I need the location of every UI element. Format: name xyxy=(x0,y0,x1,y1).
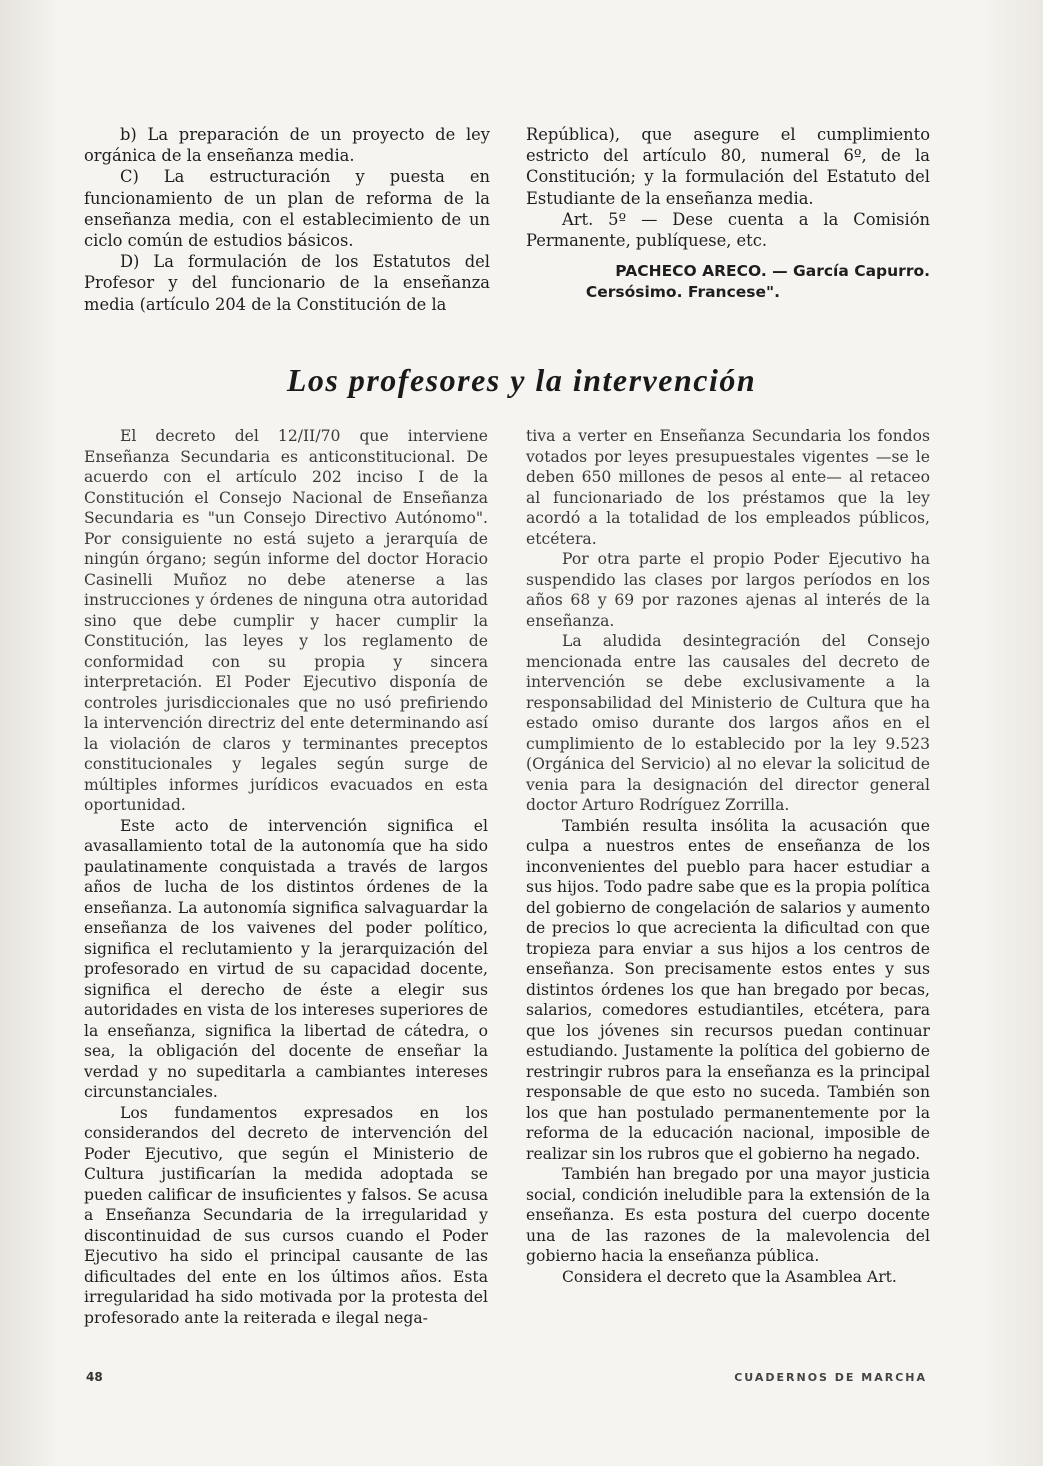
signature-line-1: PACHECO ARECO. — García Capurro. xyxy=(615,262,930,281)
article-paragraph: El decreto del 12/II/70 que interviene Enseñanza Secundaria es anticonstitucional. De acuerdo con el artículo 202 inciso I de la Constitución el Consejo Nacional de Enseñanza Secundaria es "un Consejo Directivo Autónomo". Por consiguiente no está sujeto a jerarquía de ningún órgano; según informe del doctor Horacio Casinelli Muñoz no debe atenerse a las instrucciones y órdenes de ninguna otra autoridad sino que debe cumplir y hacer cumplir la Constitución, las leyes y los reglamento de conformidad con su propia y sincera interpretación. El Poder Ejecutivo disponía de controles jurisdiccionales que no usó prefiriendo la intervención directriz del ente determinando así la violación de claros y terminantes preceptos constitucionales y legales según surge de múltiples informes jurídicos evacuados en esta oportunidad. xyxy=(84,427,488,814)
article-paragraph: Considera el decreto que la Asamblea Art. xyxy=(562,1267,897,1286)
signature-line-2: Cersósimo. Francese". xyxy=(585,283,780,302)
article-paragraph: Por otra parte el propio Poder Ejecutivo ha suspendido las clases por largos períodos en los años 68 y 69 por razones ajenas al interés de la enseñanza. xyxy=(526,550,930,630)
article-left-column xyxy=(84,426,488,1328)
article-paragraph: También han bregado por una mayor justicia social, condición ineludible para la extensión de la enseñanza. Es esta postura del cuerpo docente una de las razones de la malevolencia del gobierno hacia la enseñanza pública. xyxy=(526,1165,930,1265)
article-paragraph: Este acto de intervención significa el avasallamiento total de la autonomía que ha sido paulatinamente conquistada a través de largos años de lucha de los distintos órdenes de la enseñanza. La autonomía significa salvaguardar la enseñanza de los vaivenes del poder político, significa el reclutamiento y la jerarquización del profesorado en virtud de su capacidad docente, significa el derecho de éste a elegir sus autoridades en vista de los intereses superiores de la enseñanza, significa la libertad de cátedra, o sea, la obligación del docente de enseñar la verdad y no supeditarla a cambiantes intereses circunstanciales. xyxy=(84,816,488,1101)
paragraph-item-d: D) La formulación de los Estatutos del Profesor y del funcionario de la enseñanza media (artículo 204 de la Constitución de la xyxy=(84,252,490,314)
article-title: Los profesores y la intervención xyxy=(286,362,757,398)
article-paragraph: La aludida desintegración del Consejo mencionada entre las causales del decreto de intervención se debe exclusivamente a la responsabilidad del Ministerio de Cultura que ha estado omiso durante dos largos años en el cumplimiento de lo establecido por la ley 9.523 (Orgánica del Servicio) al no elevar la solicitud de venia para la designación del director general doctor Arturo Rodríguez Zorrilla. xyxy=(526,632,930,814)
article-paragraph: Los fundamentos expresados en los considerandos del decreto de intervención del Poder Ejecutivo, que según el Ministerio de Cultura justificarían la medida adoptada se pueden calificar de insuficientes y falsos. Se acusa a Enseñanza Secundaria de la irregularidad y discontinuidad de sus cursos cuando el Poder Ejecutivo ha sido el principal causante de las dificultades del ente en los últimos años. Esta irregularidad ha sido motivada por la protesta del profesorado ante la reiterada e ilegal nega- xyxy=(84,1103,488,1327)
article-paragraph: tiva a verter en Enseñanza Secundaria los fondos votados por leyes presupuestales vigentes —se le deben 650 millones de pesos al ente— al retaceo al funcionariado de los préstamos que la ley acordó a la totalidad de los empleados públicos, etcétera. xyxy=(526,427,930,548)
paragraph-article-5: Art. 5º — Dese cuenta a la Comisión Permanente, publíquese, etc. xyxy=(526,209,930,251)
paragraph-item-b: b) La preparación de un proyecto de ley orgánica de la enseñanza media. xyxy=(84,125,490,166)
magazine-name: CUADERNOS DE MARCHA xyxy=(734,1371,927,1384)
top-right-column xyxy=(526,124,930,304)
article-right-column xyxy=(526,426,930,1287)
page-number: 48 xyxy=(86,1370,103,1384)
paragraph-continuation: República), que asegure el cumplimiento estricto del artículo 80, numeral 6º, de la Constitución; y la formulación del Estatuto del Estudiante de la enseñanza media. xyxy=(526,125,930,208)
top-left-column xyxy=(84,124,490,315)
paragraph-item-c: C) La estructuración y puesta en funcionamiento de un plan de reforma de la enseñanza media, con el establecimiento de un ciclo común de estudios básicos. xyxy=(84,167,490,251)
article-paragraph: También resulta insólita la acusación que culpa a nuestros entes de enseñanza de los inconvenientes del pueblo para hacer estudiar a sus hijos. Todo padre sabe que es la propia política del gobierno de congelación de salarios y aumento de precios lo que acrecienta la dificultad con que tropieza para enviar a sus hijos a los centros de enseñanza. Son precisamente estos entes y sus distintos órdenes los que han bregado por becas, salarios, comedores estudiantiles, etcétera, para que los jóvenes sin recursos puedan continuar estudiando. Justamente la política del gobierno de restringir rubros para la enseñanza es la principal responsable de que esto no suceda. También son los que han postulado permanentemente por la reforma de la educación nacional, imposible de realizar sin los rubros que el gobierno ha negado. xyxy=(526,816,930,1163)
